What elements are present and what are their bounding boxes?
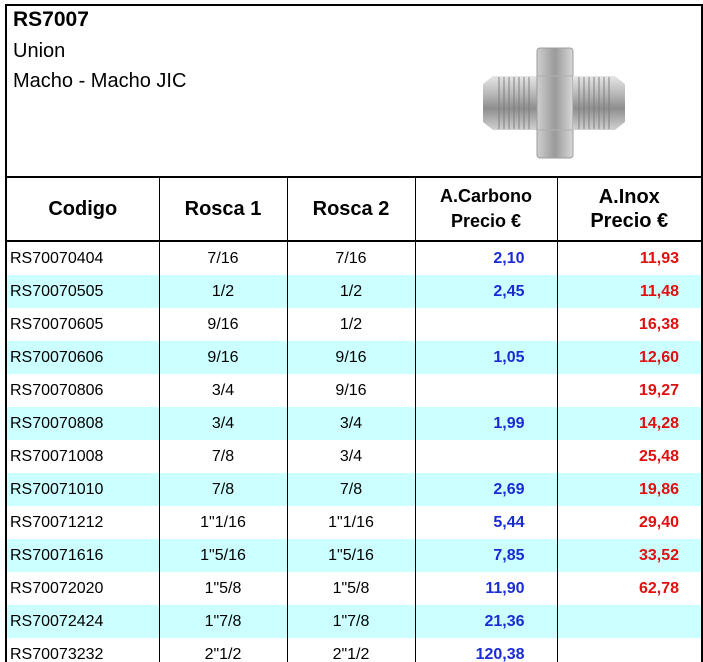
cell-inox-price xyxy=(557,605,701,638)
price-table xyxy=(7,178,701,662)
table-row xyxy=(7,605,701,638)
table-row xyxy=(7,374,701,407)
cell-rosca2: 1/2 xyxy=(287,308,415,341)
cell-rosca1: 7/8 xyxy=(159,473,287,506)
header-rosca2: Rosca 2 xyxy=(287,178,415,241)
table-row xyxy=(7,440,701,473)
fitting-image xyxy=(479,44,629,162)
header-carbono xyxy=(415,178,557,241)
cell-rosca1: 3/4 xyxy=(159,407,287,440)
cell-codigo: RS70071008 xyxy=(7,440,159,473)
cell-rosca2: 3/4 xyxy=(287,407,415,440)
table-row xyxy=(7,241,701,275)
header-rosca1: Rosca 1 xyxy=(159,178,287,241)
cell-carbono-price: 1,05 xyxy=(415,341,557,374)
cell-rosca1: 1"5/16 xyxy=(159,539,287,572)
cell-codigo: RS70071010 xyxy=(7,473,159,506)
cell-codigo: RS70070806 xyxy=(7,374,159,407)
cell-carbono-price: 7,85 xyxy=(415,539,557,572)
cell-codigo: RS70072424 xyxy=(7,605,159,638)
header-carbono-line1: A.Carbono xyxy=(440,186,532,206)
cell-codigo: RS70072020 xyxy=(7,572,159,605)
cell-carbono-price: 2,10 xyxy=(415,241,557,275)
cell-rosca1: 2"1/2 xyxy=(159,638,287,662)
cell-rosca1: 1"7/8 xyxy=(159,605,287,638)
table-row xyxy=(7,275,701,308)
cell-carbono-price: 120,38 xyxy=(415,638,557,662)
cell-inox-price: 11,93 xyxy=(557,241,701,275)
cell-rosca1: 1/2 xyxy=(159,275,287,308)
table-row xyxy=(7,341,701,374)
cell-carbono-price: 2,69 xyxy=(415,473,557,506)
cell-codigo: RS70070606 xyxy=(7,341,159,374)
cell-rosca2: 1"7/8 xyxy=(287,605,415,638)
cell-inox-price xyxy=(557,638,701,662)
product-code: RS7007 xyxy=(13,8,89,31)
cell-rosca2: 9/16 xyxy=(287,374,415,407)
header-codigo: Codigo xyxy=(7,178,159,241)
table-row xyxy=(7,638,701,662)
cell-rosca2: 1/2 xyxy=(287,275,415,308)
cell-inox-price: 11,48 xyxy=(557,275,701,308)
cell-rosca1: 7/8 xyxy=(159,440,287,473)
cell-rosca2: 1"1/16 xyxy=(287,506,415,539)
header-inox-line1: A.Inox xyxy=(598,186,660,208)
cell-inox-price: 16,38 xyxy=(557,308,701,341)
cell-carbono-price xyxy=(415,308,557,341)
product-name: Union xyxy=(13,40,66,62)
table-row xyxy=(7,407,701,440)
cell-inox-price: 29,40 xyxy=(557,506,701,539)
cell-inox-price: 25,48 xyxy=(557,440,701,473)
cell-rosca2: 2"1/2 xyxy=(287,638,415,662)
cell-carbono-price: 1,99 xyxy=(415,407,557,440)
header-inox-line2: Precio € xyxy=(590,210,669,232)
cell-inox-price: 14,28 xyxy=(557,407,701,440)
cell-rosca1: 9/16 xyxy=(159,308,287,341)
cell-rosca2: 7/16 xyxy=(287,241,415,275)
cell-rosca1: 1"1/16 xyxy=(159,506,287,539)
cell-carbono-price: 2,45 xyxy=(415,275,557,308)
cell-codigo: RS70073232 xyxy=(7,638,159,662)
cell-codigo: RS70070404 xyxy=(7,241,159,275)
cell-inox-price: 19,86 xyxy=(557,473,701,506)
table-row xyxy=(7,572,701,605)
cell-inox-price: 12,60 xyxy=(557,341,701,374)
cell-rosca1: 1"5/8 xyxy=(159,572,287,605)
product-header xyxy=(7,6,701,178)
cell-codigo: RS70071616 xyxy=(7,539,159,572)
table-row xyxy=(7,539,701,572)
cell-inox-price: 62,78 xyxy=(557,572,701,605)
cell-codigo: RS70070605 xyxy=(7,308,159,341)
table-row xyxy=(7,308,701,341)
cell-inox-price: 33,52 xyxy=(557,539,701,572)
cell-carbono-price: 5,44 xyxy=(415,506,557,539)
cell-codigo: RS70070505 xyxy=(7,275,159,308)
header-carbono-line2: Precio € xyxy=(450,211,522,231)
cell-rosca2: 3/4 xyxy=(287,440,415,473)
cell-carbono-price: 21,36 xyxy=(415,605,557,638)
product-type: Macho - Macho JIC xyxy=(13,70,187,92)
cell-rosca1: 9/16 xyxy=(159,341,287,374)
cell-carbono-price xyxy=(415,374,557,407)
cell-inox-price: 19,27 xyxy=(557,374,701,407)
header-inox xyxy=(557,178,701,241)
cell-carbono-price: 11,90 xyxy=(415,572,557,605)
cell-codigo: RS70071212 xyxy=(7,506,159,539)
cell-rosca2: 9/16 xyxy=(287,341,415,374)
cell-rosca2: 1"5/8 xyxy=(287,572,415,605)
table-row xyxy=(7,473,701,506)
cell-rosca1: 3/4 xyxy=(159,374,287,407)
product-sheet xyxy=(5,4,703,662)
cell-rosca2: 1"5/16 xyxy=(287,539,415,572)
cell-codigo: RS70070808 xyxy=(7,407,159,440)
table-row xyxy=(7,506,701,539)
cell-rosca2: 7/8 xyxy=(287,473,415,506)
cell-carbono-price xyxy=(415,440,557,473)
table-header-row xyxy=(7,178,701,241)
cell-rosca1: 7/16 xyxy=(159,241,287,275)
